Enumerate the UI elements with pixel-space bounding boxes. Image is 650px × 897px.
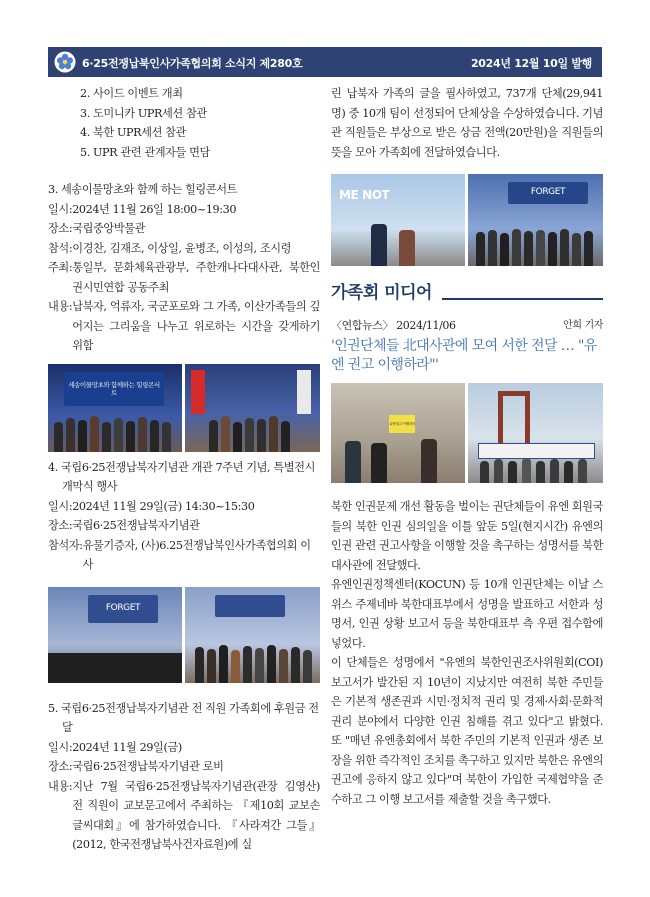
event3-title: 3. 세송이물망초와 함께 하는 힐링콘서트 <box>48 183 238 196</box>
award-photo <box>331 174 603 266</box>
protest-sign-text: 유엔 권고 이행하라 <box>389 422 415 426</box>
list-item: 2. 사이드 이벤트 개최 <box>80 87 183 100</box>
news-paragraph: 유엔인권정책센터(KOCUN) 등 10개 인권단체는 이날 스위스 주제네바 북한대표부에서 성명을 발표하고 서한과 성명서, 인권 상황 보고서 등을 북한대표부 측 우편 접수함에 넣었다. <box>331 578 603 650</box>
award-banner-left-text: ME NOT <box>339 188 390 202</box>
event3-host: 통일부, 문화체육관광부, 주한캐나다대사관, 북한인권시민연합 공동주최 <box>72 261 320 294</box>
date-label: 일시: <box>48 740 73 754</box>
event3-content: 납북자, 억류자, 국군포로와 그 가족, 이산가족들의 깊어지는 그리움을 나누고 위로하는 시간을 갖게하기 위함 <box>72 300 320 352</box>
event3-date: 2024년 11월 26일 18:00~19:30 <box>72 202 237 216</box>
event5-date: 2024년 11월 29일(금) <box>72 740 182 754</box>
left-column <box>48 84 320 855</box>
concert-photo <box>48 364 320 452</box>
event4-date: 2024년 11월 29일(금) 14:30~15:30 <box>72 499 255 513</box>
place-label: 장소: <box>48 519 73 532</box>
issue-date: 2024년 12월 10일 발행 <box>470 57 592 70</box>
embassy-letter-photo <box>331 383 603 483</box>
event4-attendees: 유물기증자, (사)6.25전쟁납북인사가족협의회 이사 <box>82 538 311 571</box>
event5-title: 5. 국립6·25전쟁납북자기념관 전 직원 가족회에 후원금 전달 <box>48 701 319 734</box>
exhibition-photo <box>48 587 320 683</box>
event5-place: 국립6·25전쟁납북자기념관 로비 <box>72 760 224 773</box>
event3-attendees: 이경찬, 김재조, 이상일, 윤병조, 이성의, 조시령 <box>72 241 292 255</box>
date-label: 일시: <box>48 202 73 216</box>
section-title-family-media <box>331 284 603 304</box>
content-label: 내용: <box>48 300 73 313</box>
date-label: 일시: <box>48 499 73 513</box>
host-label: 주최: <box>48 261 73 274</box>
newsletter-header <box>48 47 602 77</box>
list-item: 5. UPR 관련 관계자들 면담 <box>80 145 210 159</box>
list-item: 3. 도미니카 UPR세션 참관 <box>80 106 207 120</box>
forget-me-not-logo-icon <box>54 51 76 73</box>
section-rule <box>442 298 603 300</box>
event4-title: 4. 국립6·25전쟁납북자기념관 개관 7주년 기념, 특별전시 개막식 행사 <box>48 460 315 493</box>
newsletter-title: 6·25전쟁납북인사가족협의회 소식지 제280호 <box>82 57 303 70</box>
continuation-text: 린 납북자 가족의 글을 필사하였고, 737개 단체(29,941명) 중 10개 팀이 선정되어 단체상을 수상하였습니다. 기념관 직원들은 부상으로 받은 상금 전액(20만원)을 직원들의 뜻을 모아 가족회에 전달하였습니다. <box>331 87 603 159</box>
list-item: 4. 북한 UPR세션 참관 <box>80 126 186 139</box>
place-label: 장소: <box>48 760 73 773</box>
content-label: 내용: <box>48 779 73 793</box>
event5-content: 지난 7월 국립6·25전쟁납북자기념관(관장 김영산) 전 직원이 교보문고에서 주최하는 『제10회 교보손글씨대회』에 참가하였습니다. 『사라져간 그들』(2012, 한국전쟁납북사건자료원)에 실 <box>72 779 320 851</box>
attend-label: 참석: <box>48 241 73 255</box>
attend-label: 참석자: <box>48 538 83 552</box>
news-reporter: 안희 기자 <box>563 319 603 331</box>
concert-banner-text: 세송이물망초와 함께하는 힐링콘서트 <box>68 380 160 397</box>
news-meta <box>331 316 603 336</box>
news-source: 〈연합뉴스〉 2024/11/06 <box>331 318 456 332</box>
award-banner-right-text: FORGET <box>530 187 566 198</box>
event4-place: 국립6·25전쟁납북자기념관 <box>72 519 200 532</box>
place-label: 장소: <box>48 222 73 235</box>
right-column <box>331 84 603 809</box>
news-paragraph: 이 단체들은 성명에서 "유엔의 북한인권조사위원회(COI) 보고서가 발간된 지 10년이 지났지만 여전히 북한 주민들은 기본적 생존권과 시민·정치적 권리 및 경제·사회·문화적 권리 분야에서 다양한 인권 침해를 겪고 있다"고 밝혔다. 또 "매년 유엔총회에서 북한 주민의 기본적 인권과 생존 보장을 위한 즉각적인 조치를 촉구하고 있지만 북한은 유엔의 권고에 응하지 않고 있다"며 북한이 가입한 국제협약을 준수하고 그 이행 보고서를 제출할 것을 촉구했다. <box>331 656 603 806</box>
news-headline: '인권단체들 北대사관에 모여 서한 전달 … "유엔 권고 이행하라"' <box>331 338 597 373</box>
event3-place: 국립중앙박물관 <box>72 222 146 235</box>
news-paragraph: 북한 인권문제 개선 활동을 벌이는 권단체들이 유엔 회원국들의 북한 인권 심의일을 이틀 앞둔 5일(현지시간) 유엔의 인권 관련 권고사항을 이행할 것을 촉구하는 성명서를 북한 대사관에 전달했다. <box>331 500 603 572</box>
section-title-text: 가족회 미디어 <box>331 283 432 303</box>
exhibition-banner-text: FORGET <box>105 602 141 613</box>
